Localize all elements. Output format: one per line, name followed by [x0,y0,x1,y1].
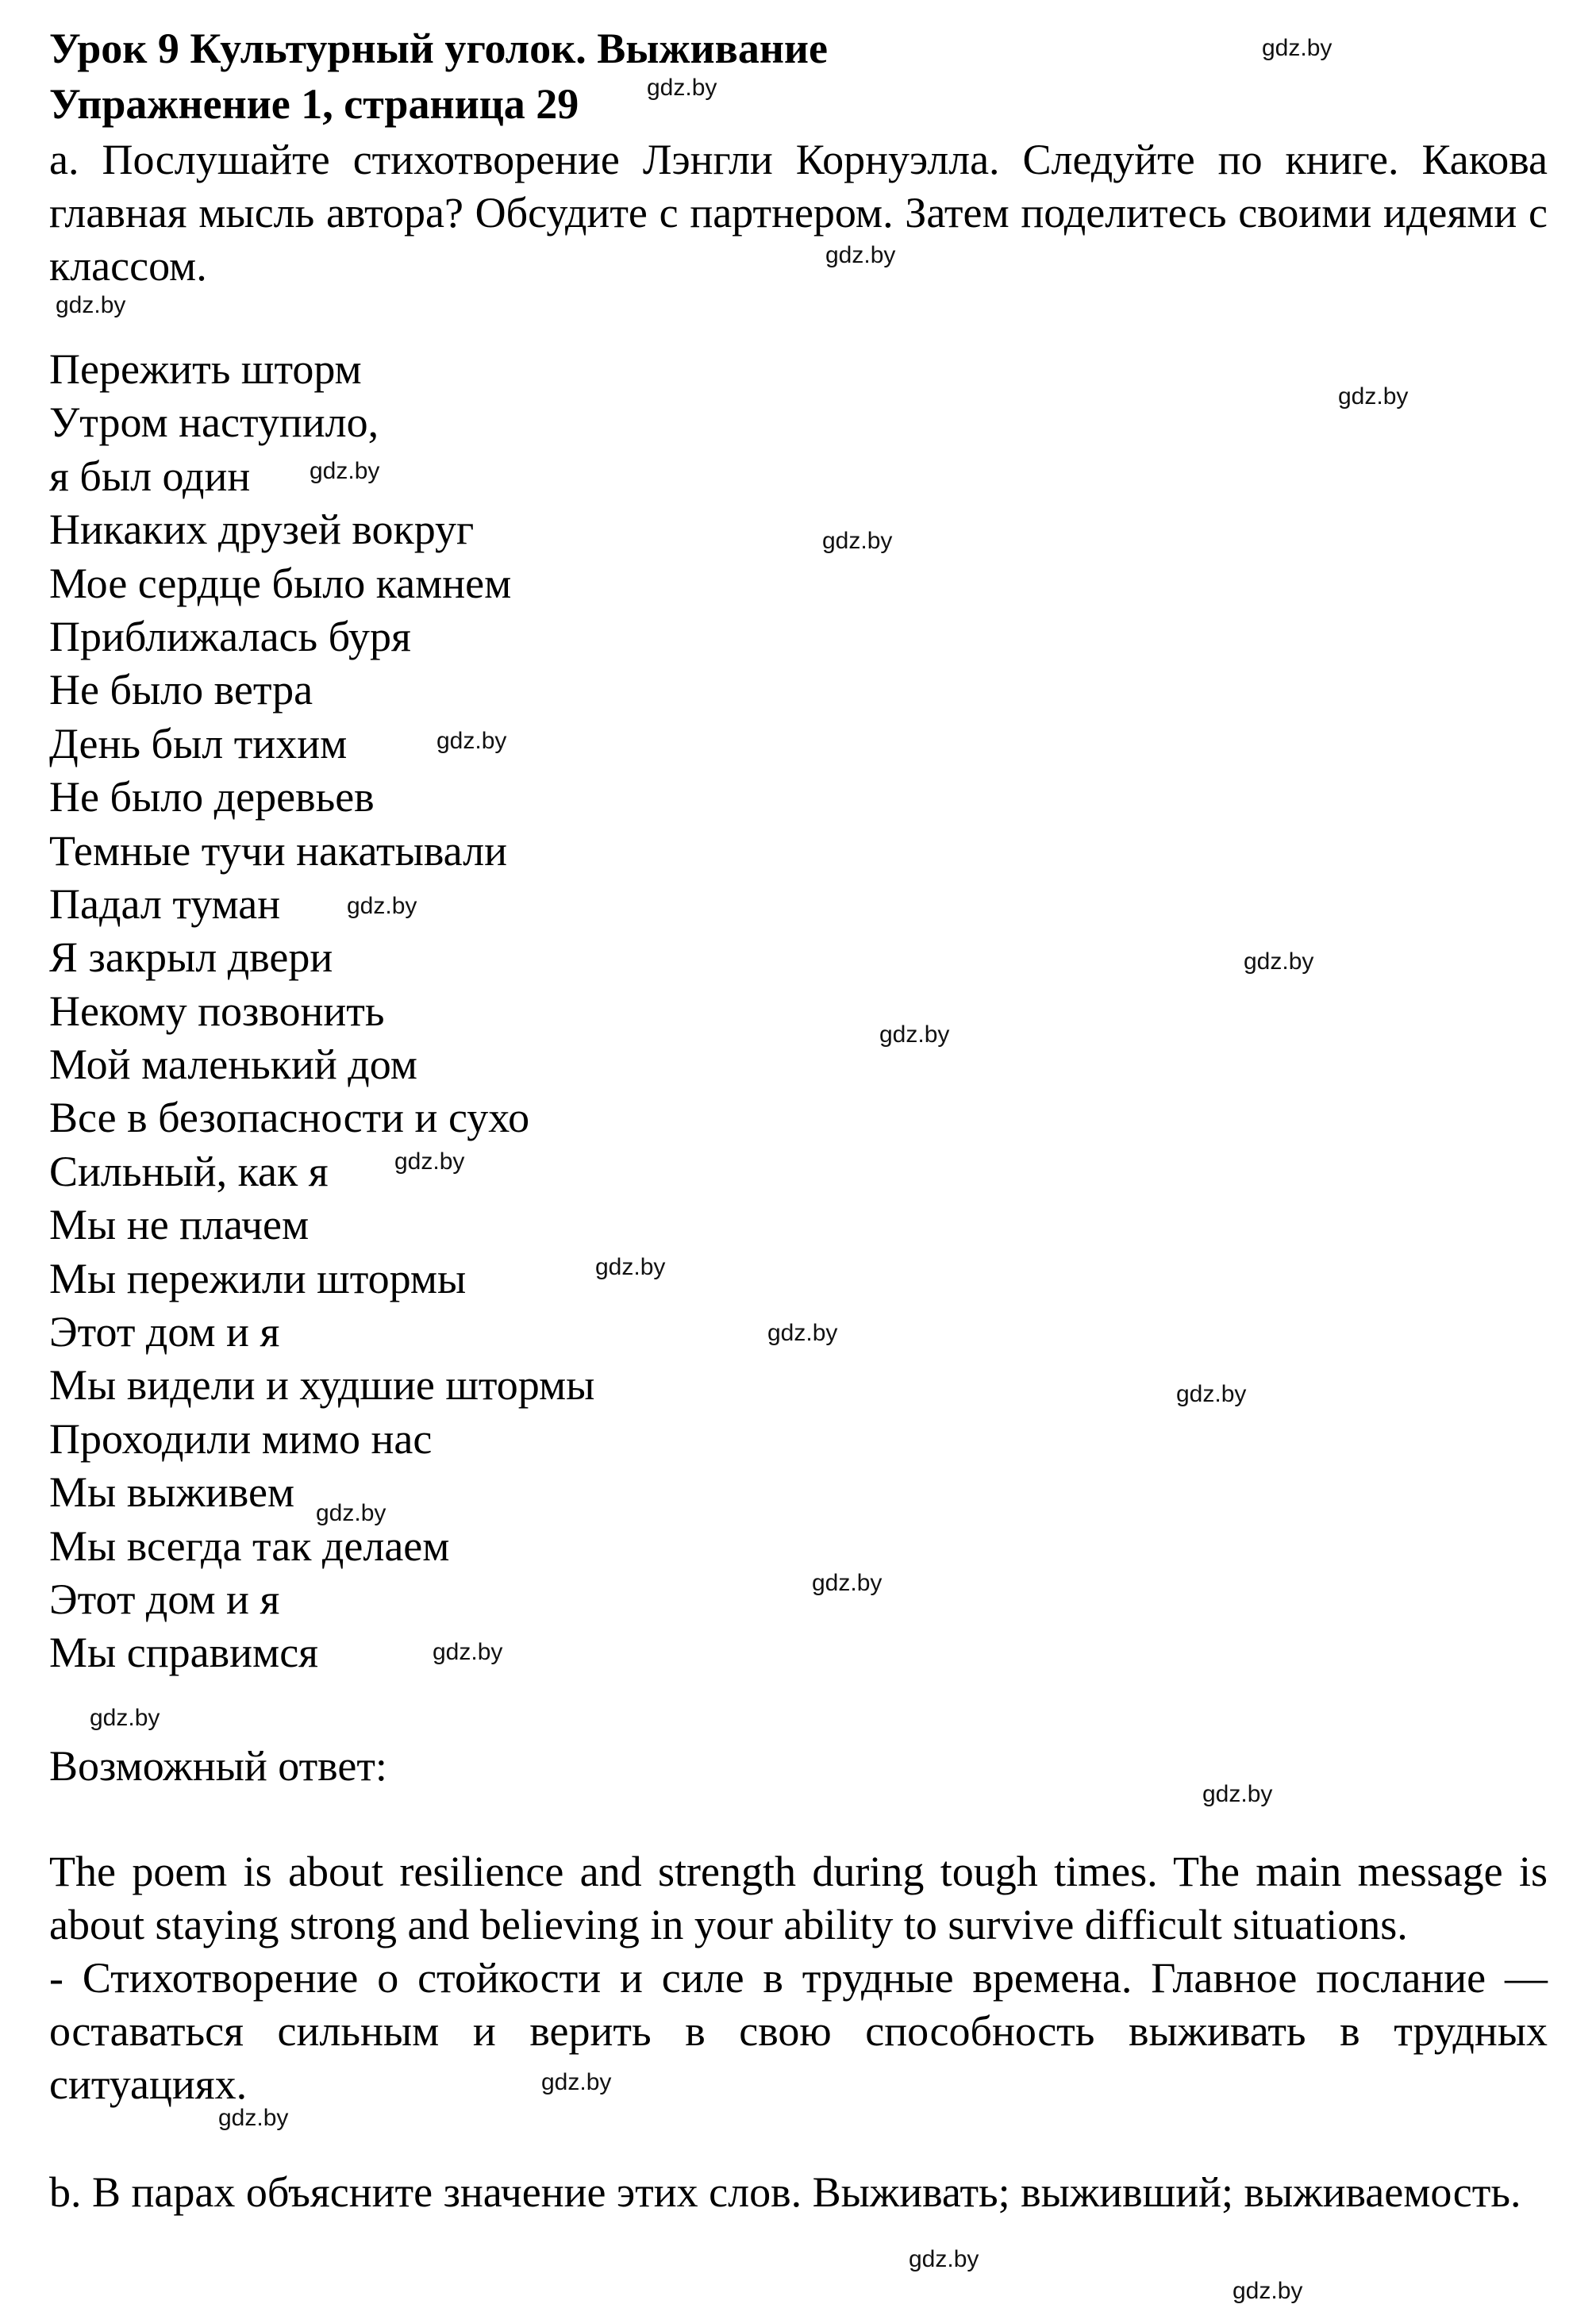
poem [49,343,594,1680]
watermark: gdz.by [347,893,417,919]
poem-line: Никаких друзей вокруг [49,506,475,554]
watermark: gdz.by [218,2105,289,2131]
watermark: gdz.by [1233,2278,1303,2304]
watermark: gdz.by [812,1570,883,1596]
watermark: gdz.by [879,1021,950,1048]
watermark: gdz.by [825,242,896,268]
watermark: gdz.by [1176,1381,1247,1407]
watermark: gdz.by [767,1320,838,1346]
poem-line: День был тихим [49,719,348,767]
poem-line: Все в безопасности и сухо [49,1094,530,1142]
watermark: gdz.by [310,458,380,484]
watermark: gdz.by [436,728,507,754]
poem-line: Не было деревьев [49,773,375,821]
watermark: gdz.by [1202,1781,1273,1807]
watermark: gdz.by [1244,948,1314,975]
watermark: gdz.by [909,2246,979,2272]
poem-line: Мой маленький дом [49,1041,417,1089]
answer-russian: - Стихотворение о стойкости и силе в трудные времена. Главное послание — оставаться сильным и верить в свою способность выживать в трудных ситуациях. [49,1954,1548,2108]
poem-line: Проходили мимо нас [49,1414,433,1463]
poem-line: Приближалась буря [49,612,411,660]
watermark: gdz.by [595,1254,666,1280]
answer-label: Возможный ответ: [49,1742,387,1790]
answer-english: The poem is about resilience and strength during tough times. The main message is about staying strong and believing in your ability to survive difficult situations. [49,1848,1548,1948]
exercise-title: Упражнение 1, страница 29 [49,80,579,128]
poem-line: Мое сердце было камнем [49,559,512,607]
watermark: gdz.by [90,1705,160,1731]
poem-line: Утром наступило, [49,398,379,447]
poem-line: Этот дом и я [49,1575,280,1623]
watermark: gdz.by [433,1639,503,1665]
watermark: gdz.by [56,292,126,318]
watermark: gdz.by [541,2069,612,2095]
lesson-title: Урок 9 Культурный уголок. Выживание [49,25,829,72]
task-b-text: b. В парах объясните значение этих слов. Выживать; выживший; выживаемость. [49,2168,1521,2216]
poem-line: Не было ветра [49,666,313,714]
task-a-text: a. Послушайте стихотворение Лэнгли Корнуэлла. Следуйте по книге. Какова главная мысль автора? Обсудите с партнером. Затем поделитесь своими идеями с классом. [49,136,1548,290]
poem-line: Мы справимся [49,1629,319,1677]
poem-line: Сильный, как я [49,1147,329,1195]
poem-line: Мы видели и худшие штормы [49,1361,595,1410]
watermark: gdz.by [822,528,893,554]
watermark: gdz.by [1262,35,1333,61]
watermark: gdz.by [316,1500,387,1526]
poem-line: Этот дом и я [49,1308,280,1356]
poem-line: Пережить шторм [49,345,362,393]
poem-line: Мы всегда так делаем [49,1521,450,1570]
watermark: gdz.by [394,1148,465,1175]
poem-line: Мы пережили штормы [49,1254,467,1302]
poem-line: Мы выживем [49,1468,295,1517]
poem-line: Падал туман [49,879,281,928]
poem-line: Темные тучи накатывали [49,826,507,875]
poem-line: Мы не плачем [49,1201,310,1249]
poem-line: Некому позвонить [49,987,385,1035]
poem-line: Я закрыл двери [49,933,333,982]
watermark: gdz.by [1338,383,1409,410]
poem-line: я был один [49,452,251,500]
watermark: gdz.by [647,75,717,101]
